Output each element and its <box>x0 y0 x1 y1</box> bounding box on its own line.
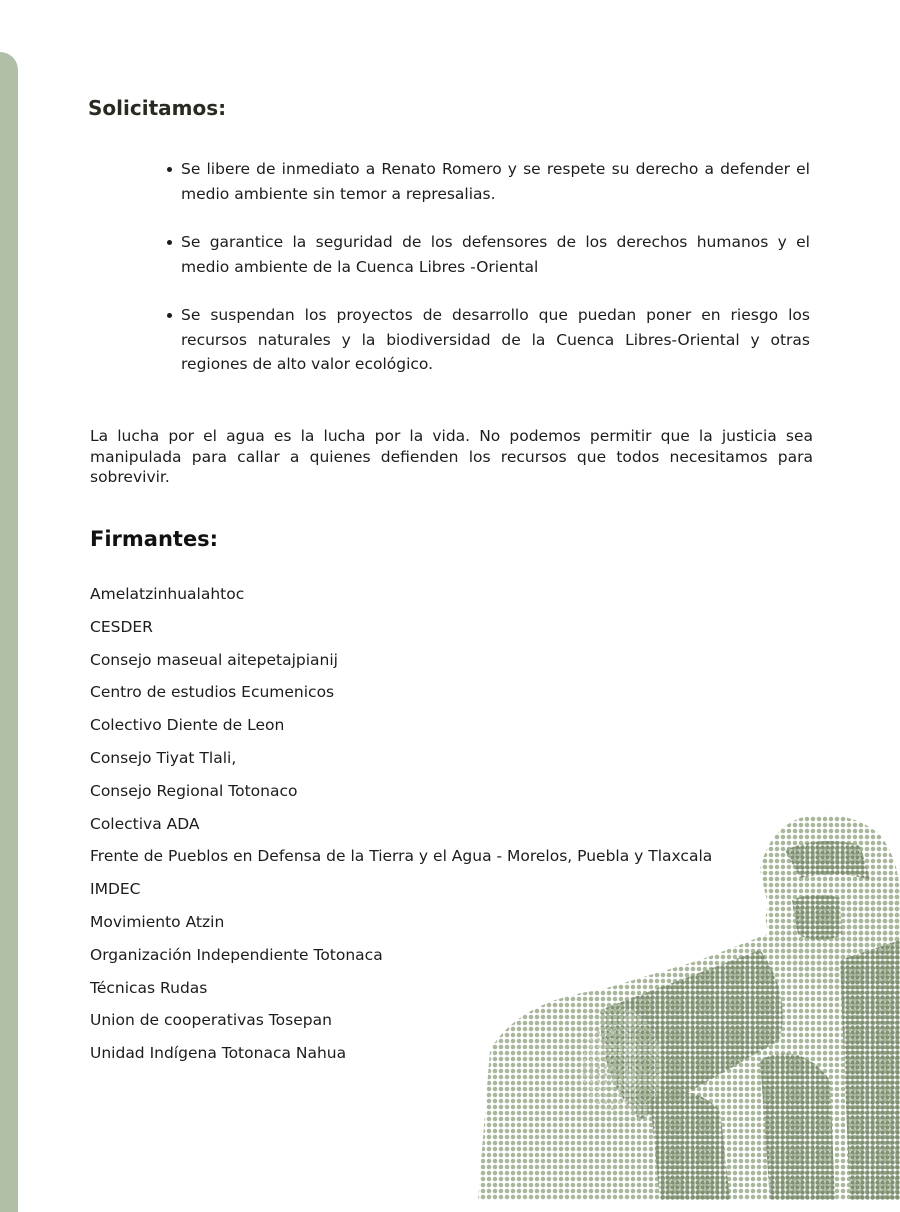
requests-list <box>162 157 810 401</box>
closing-paragraph: La lucha por el agua es la lucha por la vida. No podemos permitir que la justicia sea manipulada para callar a quienes defienden los recursos que todos necesitamos para sobrevivir. <box>90 427 813 486</box>
list-item: Consejo Regional Totonaco <box>90 781 298 800</box>
list-item: Movimiento Atzin <box>90 912 225 931</box>
list-item: Colectivo Diente de Leon <box>90 716 285 735</box>
list-item: Unidad Indígena Totonaca Nahua <box>90 1044 347 1063</box>
requests-heading: Solicitamos: <box>88 96 227 120</box>
list-item: Amelatzinhualahtoc <box>90 585 245 603</box>
list-item: Técnicas Rudas <box>90 978 208 997</box>
list-item: CESDER <box>90 617 153 636</box>
list-item: Consejo maseual aitepetajpianij <box>90 650 338 669</box>
signatories-list <box>90 583 712 1075</box>
list-item: Se libere de inmediato a Renato Romero y se respete su derecho a defender el medio ambiente sin temor a represalias. <box>162 157 810 206</box>
list-item: IMDEC <box>90 880 141 899</box>
signatories-heading: Firmantes: <box>90 527 219 551</box>
list-item: Centro de estudios Ecumenicos <box>90 683 335 702</box>
list-item: Consejo Tiyat Tlali, <box>90 748 237 767</box>
list-item: Se suspendan los proyectos de desarrollo que puedan poner en riesgo los recursos naturales y la biodiversidad de la Cuenca Libres-Oriental y otras regiones de alto valor ecológico. <box>162 303 810 377</box>
list-item: Organización Independiente Totonaca <box>90 945 383 964</box>
list-item: Colectiva ADA <box>90 814 200 833</box>
list-item: Frente de Pueblos en Defensa de la Tierra y el Agua - Morelos, Puebla y Tlaxcala <box>90 847 713 866</box>
list-item: Se garantice la seguridad de los defensores de los derechos humanos y el medio ambiente de la Cuenca Libres -Oriental <box>162 230 810 279</box>
list-item: Union de cooperativas Tosepan <box>90 1011 332 1030</box>
